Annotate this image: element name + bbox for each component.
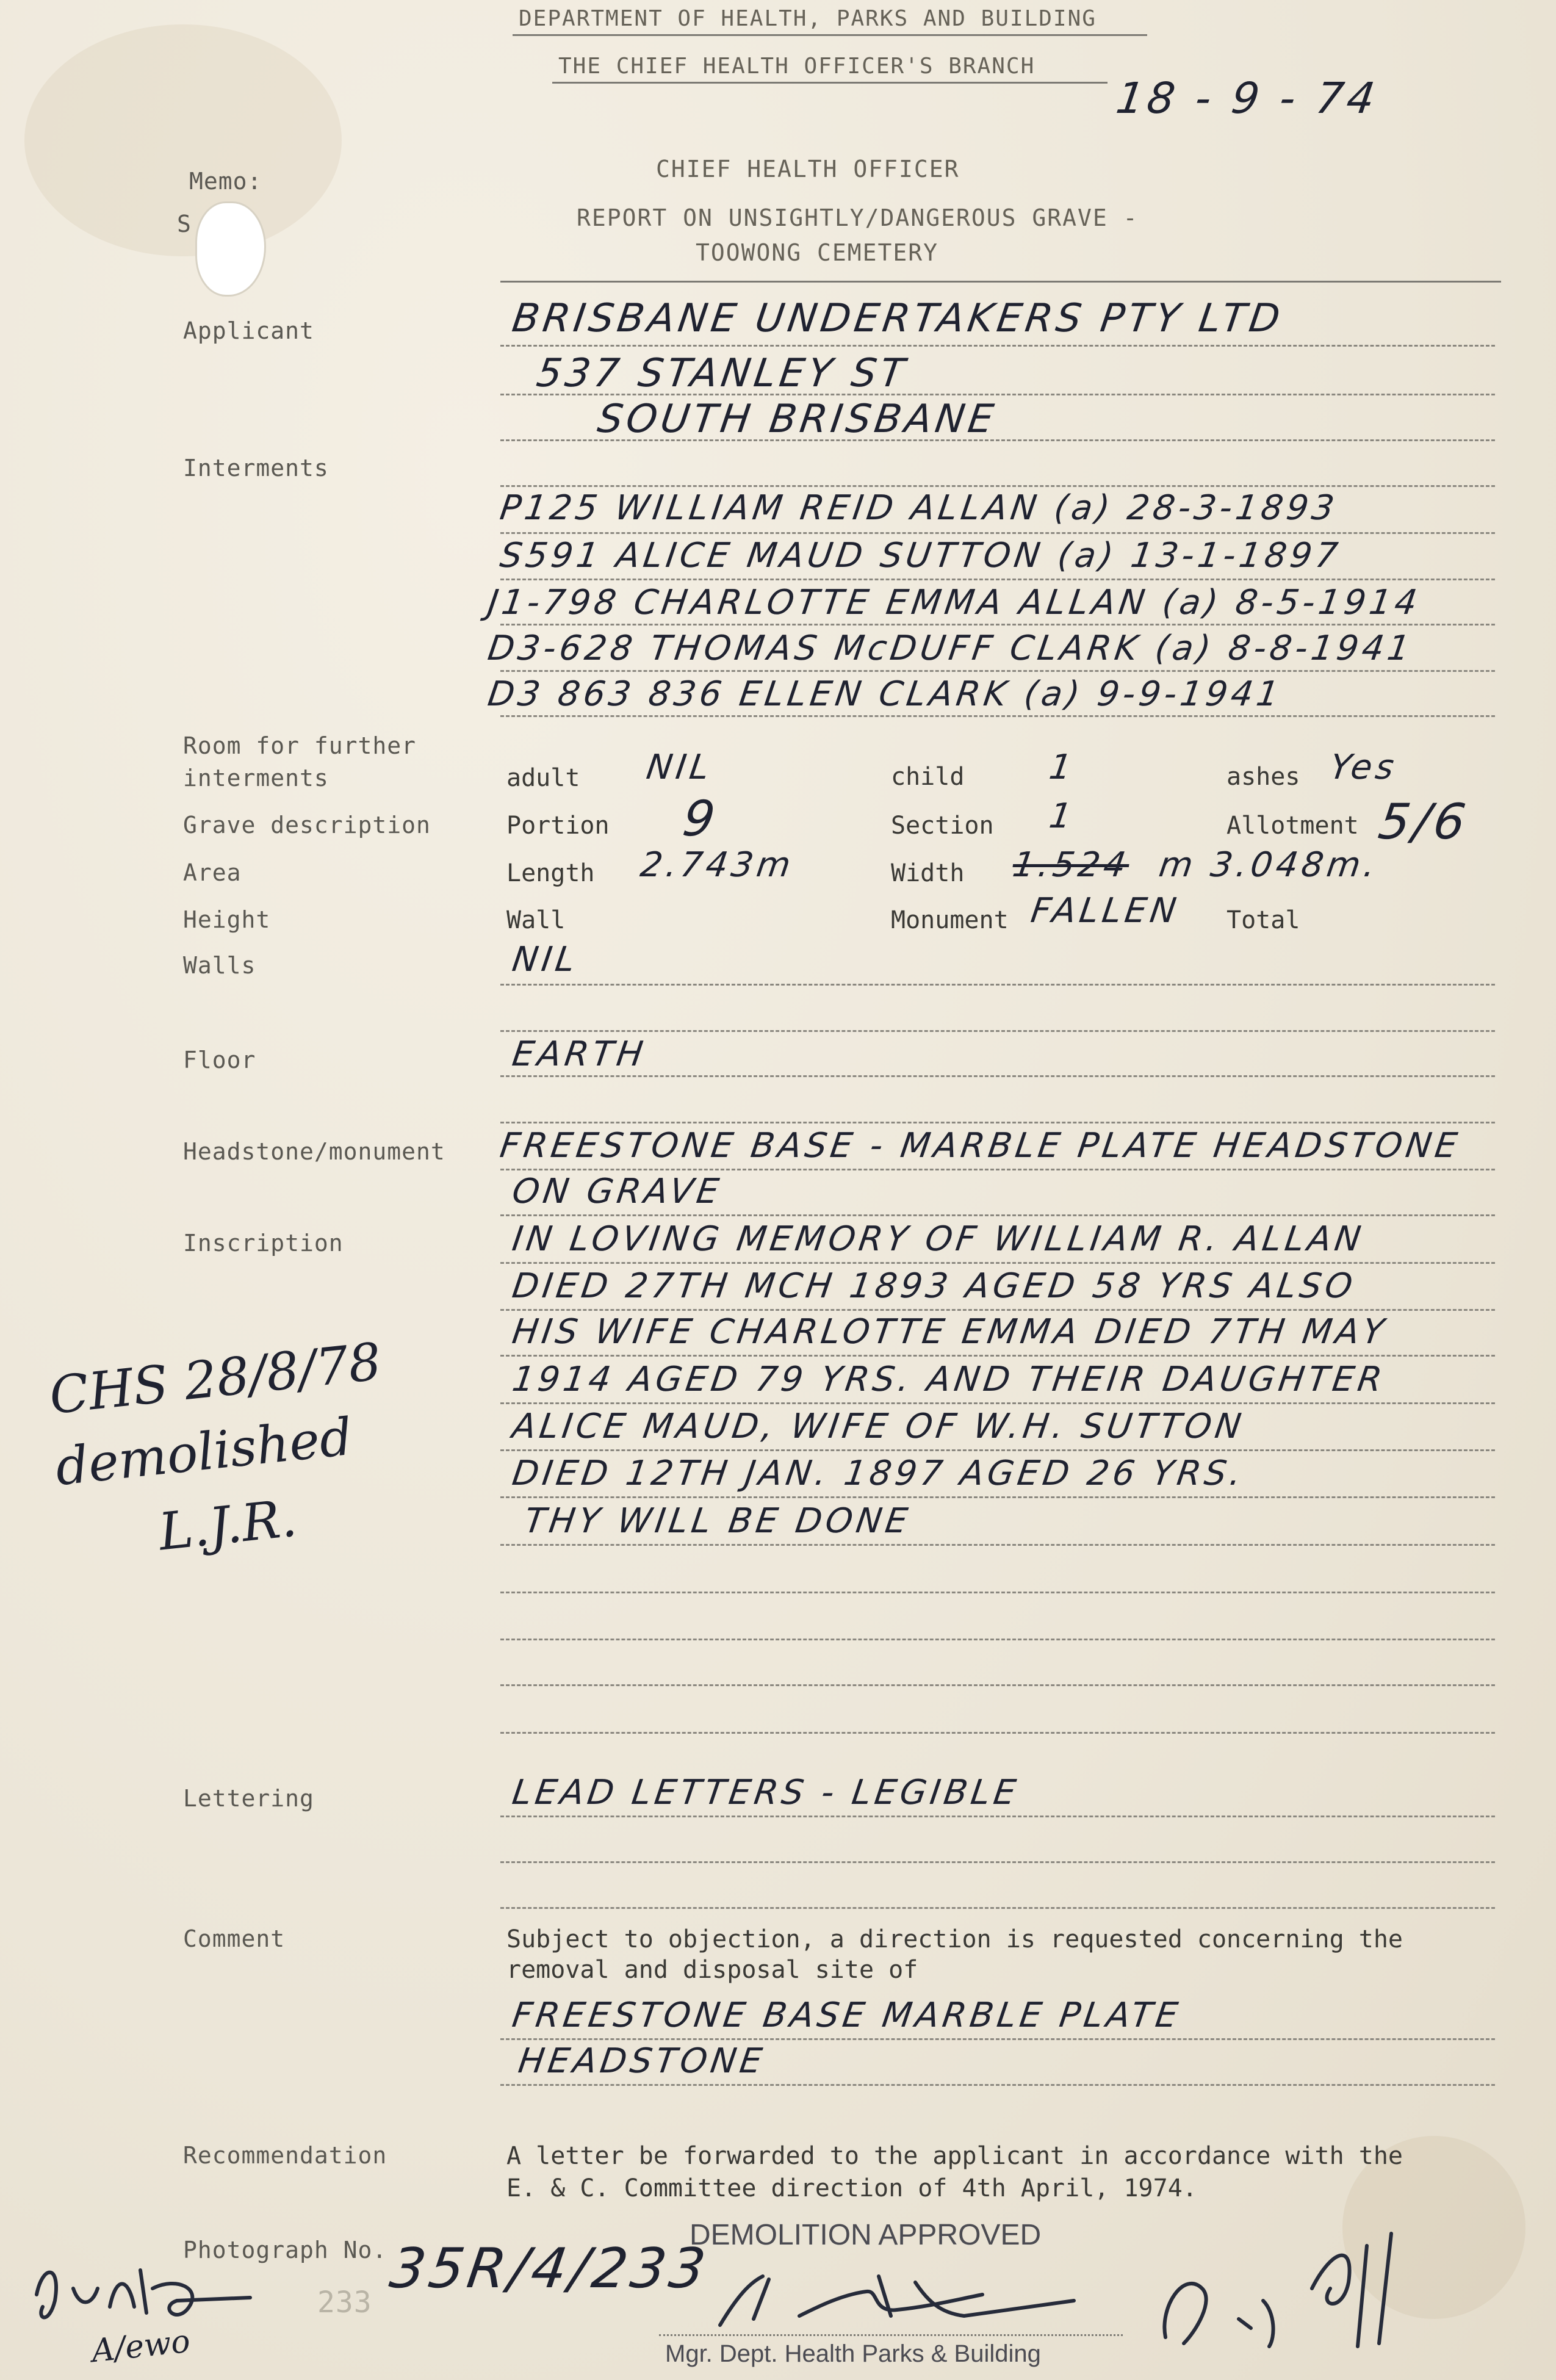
dashed-line [500, 624, 1495, 626]
margin-note-line-1: CHS 28/8/78 [46, 1331, 384, 1426]
cemetery-name: TOOWONG CEMETERY [696, 239, 939, 266]
memo-label: Memo: [189, 168, 262, 195]
portion-value: 9 [679, 790, 722, 847]
dashed-line [500, 1684, 1495, 1686]
allotment-label: Allotment [1226, 812, 1359, 840]
interment-row: D3 863 836 ELLEN CLARK (a) 9-9-1941 [485, 674, 1285, 714]
wall-label: Wall [506, 906, 566, 934]
floor-value: EARTH [510, 1034, 649, 1074]
dashed-line [500, 1544, 1495, 1546]
dashed-line [500, 1355, 1495, 1357]
inscription-line: ALICE MAUD, WIFE OF W.H. SUTTON [510, 1407, 1247, 1446]
dashed-line [500, 1907, 1495, 1909]
length-value: 2.743m [638, 845, 797, 885]
label-area: Area [183, 859, 242, 886]
ashes-value: Yes [1327, 748, 1400, 787]
length-label: Length [506, 859, 595, 887]
interment-row: J1-798 CHARLOTTE EMMA ALLAN (a) 8-5-1914 [485, 583, 1424, 622]
label-comment: Comment [183, 1925, 286, 1952]
ashes-label: ashes [1226, 763, 1300, 791]
dashed-line [500, 579, 1495, 580]
report-subtitle: REPORT ON UNSIGHTLY/DANGEROUS GRAVE - [577, 204, 1139, 231]
inscription-line: DIED 12TH JAN. 1897 AGED 26 YRS. [510, 1454, 1248, 1493]
photograph-faint-number: 233 [317, 2285, 372, 2320]
signature-1 [696, 2258, 1098, 2343]
comment-line-1: Subject to objection, a direction is requested concerning the [506, 1925, 1403, 1953]
dashed-line [500, 984, 1495, 986]
dashed-line [500, 532, 1495, 534]
label-headstone: Headstone/monument [183, 1138, 445, 1165]
adult-label: adult [506, 764, 580, 792]
dashed-line [500, 1262, 1495, 1264]
stamp-footer: Mgr. Dept. Health Parks & Building [665, 2340, 1041, 2367]
divider [552, 82, 1108, 84]
width-value: m 3.048m. [1156, 845, 1381, 885]
label-room-2: interments [183, 765, 329, 792]
dashed-line [500, 1592, 1495, 1593]
adult-value: NIL [644, 748, 716, 787]
photograph-number: 35R/4/233 [386, 2237, 713, 2301]
demolition-approved-stamp: DEMOLITION APPROVED [690, 2219, 1042, 2251]
label-interments: Interments [183, 455, 329, 481]
allotment-value: 5/6 [1375, 793, 1473, 850]
comment-hand-2: HEADSTONE [516, 2041, 768, 2081]
dashed-line [500, 485, 1495, 487]
comment-hand-1: FREESTONE BASE MARBLE PLATE [510, 1996, 1184, 2035]
child-value: 1 [1046, 748, 1078, 787]
label-photograph: Photograph No. [183, 2237, 387, 2263]
recommendation-line-1: A letter be forwarded to the applicant in accordance with the [506, 2142, 1403, 2170]
dashed-line [500, 1816, 1495, 1817]
width-label: Width [891, 859, 965, 887]
child-label: child [891, 763, 965, 791]
comment-line-2: removal and disposal site of [506, 1956, 918, 1984]
report-title: CHIEF HEALTH OFFICER [656, 156, 960, 182]
dashed-line [500, 394, 1495, 395]
dashed-line [500, 670, 1495, 672]
label-walls: Walls [183, 952, 256, 979]
department-heading: DEPARTMENT OF HEALTH, PARKS AND BUILDING [519, 6, 1097, 31]
applicant-line-1: BRISBANE UNDERTAKERS PTY LTD [509, 296, 1286, 341]
section-value: 1 [1046, 796, 1078, 836]
applicant-line-2: 537 STANLEY ST [533, 351, 911, 396]
dashed-line [500, 1861, 1495, 1863]
dashed-line [500, 1075, 1495, 1077]
divider [500, 281, 1501, 283]
label-recommendation: Recommendation [183, 2142, 387, 2169]
dashed-line [500, 1402, 1495, 1404]
dashed-line [500, 1639, 1495, 1640]
branch-heading: THE CHIEF HEALTH OFFICER'S BRANCH [558, 54, 1036, 79]
signature-2 [1147, 2215, 1440, 2356]
label-grave-description: Grave description [183, 812, 431, 838]
inscription-line: THY WILL BE DONE [522, 1501, 914, 1541]
date: 18 - 9 - 74 [1113, 73, 1381, 123]
dashed-line [500, 1030, 1495, 1032]
divider [513, 34, 1147, 36]
dashed-line [500, 1309, 1495, 1311]
monument-label: Monument [891, 906, 1009, 934]
dashed-line [500, 1449, 1495, 1451]
width-struck-value: 1.524 [1010, 845, 1132, 885]
label-lettering: Lettering [183, 1785, 314, 1812]
dashed-line [500, 2038, 1495, 2040]
inscription-line: HIS WIFE CHARLOTTE EMMA DIED 7TH MAY [510, 1312, 1391, 1352]
inscription-line: DIED 27TH MCH 1893 AGED 58 YRS ALSO [510, 1266, 1359, 1306]
applicant-line-3: SOUTH BRISBANE [594, 397, 1000, 442]
lettering-value: LEAD LETTERS - LEGIBLE [510, 1773, 1022, 1812]
initials: A/ewo [90, 2323, 192, 2370]
recommendation-line-2: E. & C. Committee direction of 4th April, 1974. [506, 2174, 1197, 2202]
label-room-1: Room for further [183, 732, 417, 759]
inscription-line: 1914 AGED 79 YRS. AND THEIR DAUGHTER [510, 1360, 1388, 1399]
dashed-line [500, 715, 1495, 717]
memo-s: S [177, 211, 192, 237]
dashed-line [500, 2084, 1495, 2086]
headstone-line-1: FREESTONE BASE - MARBLE PLATE HEADSTONE [497, 1126, 1463, 1166]
interment-row: D3-628 THOMAS McDUFF CLARK (a) 8-8-1941 [485, 629, 1416, 668]
margin-note-line-2: demolished [52, 1406, 355, 1498]
label-height: Height [183, 906, 271, 933]
label-inscription: Inscription [183, 1230, 344, 1257]
label-floor: Floor [183, 1047, 256, 1073]
label-applicant: Applicant [183, 317, 314, 344]
walls-value: NIL [510, 940, 582, 979]
dashed-line [500, 439, 1495, 441]
dashed-line [500, 1122, 1495, 1123]
section-label: Section [891, 812, 994, 840]
monument-value: FALLEN [1028, 891, 1183, 931]
margin-note-line-3: L.J.R. [156, 1488, 300, 1562]
dashed-line [500, 1496, 1495, 1498]
dashed-line [500, 1732, 1495, 1734]
portion-label: Portion [506, 812, 610, 840]
signature-3 [18, 2252, 262, 2331]
dashed-line [500, 345, 1495, 347]
headstone-line-2: ON GRAVE [510, 1172, 725, 1211]
interment-row: S591 ALICE MAUD SUTTON (a) 13-1-1897 [497, 536, 1344, 575]
dashed-line [500, 1169, 1495, 1170]
total-label: Total [1226, 906, 1300, 934]
interment-row: P125 WILLIAM REID ALLAN (a) 28-3-1893 [497, 488, 1341, 528]
punch-hole [195, 201, 266, 297]
dashed-line [500, 1214, 1495, 1216]
inscription-line: IN LOVING MEMORY OF WILLIAM R. ALLAN [510, 1219, 1367, 1259]
